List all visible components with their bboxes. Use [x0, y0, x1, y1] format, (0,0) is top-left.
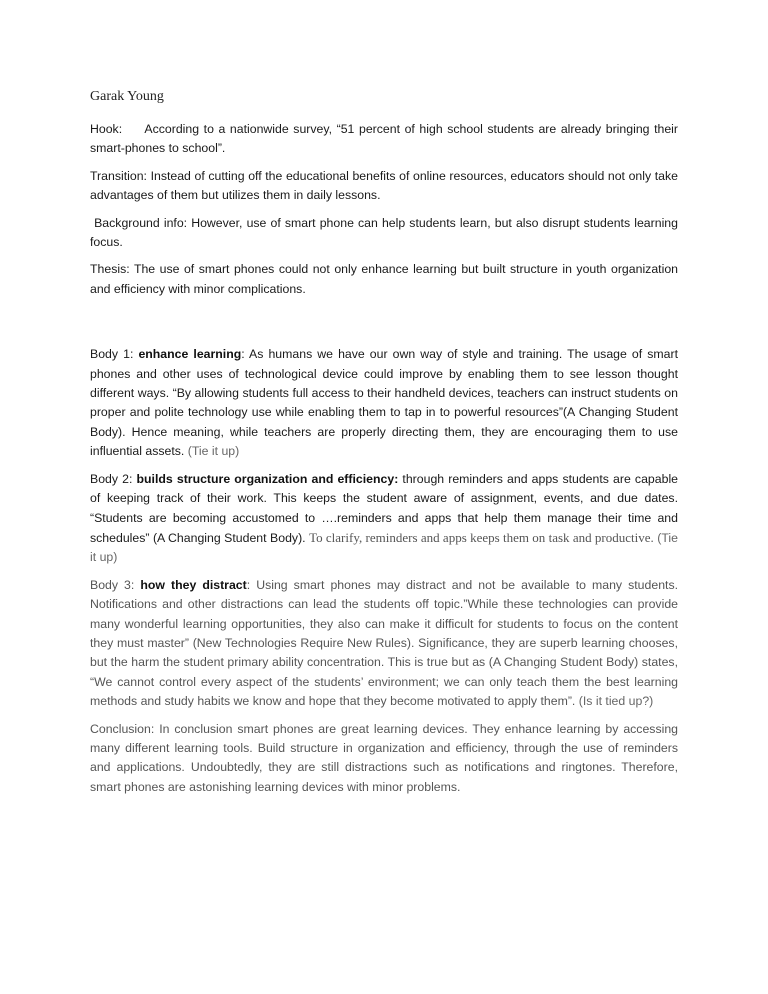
body3-text: : Using smart phones may distract and not be available to many students. Notifications and other distractions can lead the students off topic.”While these technologies can provide many wonderful learning opportunities, they also can make it difficult for students to focus on the content they must master” (New Technologies Require New Rules). Significance, they are superb learning chooses, but the harm the student primary ability concentration. This is true but as (A Changing Student Body) states, “We cannot control every aspect of the students’ environment; we can only teach them the best learning methods and study habits we know and hope that they become motivated to apply them”. — [90, 577, 679, 709]
body1-note: (Tie it up) — [187, 444, 240, 459]
body3-paragraph — [90, 576, 678, 712]
body3-label: Body 3: — [90, 577, 135, 592]
transition-text: Instead of cutting off the educational benefits of online resources, educators should not only take advantages of them but utilizes them in daily lessons. — [90, 168, 678, 203]
conclusion-text: In conclusion smart phones are great learning devices. They enhance learning by accessing many different learning tools. Build structure in organization and efficiency, through the use of reminders and applications. Undoubtedly, they are still distractions such as notifications and ringtones. Therefore, smart phones are astonishing learning devices with minor problems. — [90, 721, 679, 794]
thesis-label: Thesis: — [90, 262, 130, 277]
background-paragraph — [90, 214, 678, 253]
thesis-paragraph — [90, 260, 678, 299]
body3-note: (Is it tied up?) — [578, 694, 654, 709]
hook-label: Hook: — [90, 122, 123, 136]
hook-text: According to a nationwide survey, “51 percent of high school students are already bringing their smart-phones to school”. — [90, 122, 678, 156]
background-label: Background info: — [94, 215, 188, 230]
body1-text: : As humans we have our own way of style and training. The usage of smart phones and other uses of technological device could improve by enabling them to see lesson thought different ways. “By allowing students full access to their handheld devices, teachers can instruct students on proper and polite technology use while enabling them to tap in to powerful resources”(A Changing Student Body). Hence meaning, while teachers are properly directing them, they are encouraging them to use influential assets. — [90, 347, 678, 459]
transition-paragraph — [90, 167, 678, 206]
conclusion-label: Conclusion: — [90, 721, 155, 736]
body2-label: Body 2: — [90, 471, 133, 486]
conclusion-paragraph — [90, 720, 678, 798]
body2-text: through reminders and apps students are capable of keeping track of their work. This keeps the student aware of assignment, events, and due dates. “Students are becoming accustomed to ….reminders and apps that help them manage their time and schedules” (A Changing Student Body). — [90, 471, 679, 545]
body2-note: (Tie it up) — [90, 530, 678, 565]
body2-serif-text: To clarify, reminders and apps keeps them on task and productive. — [309, 529, 654, 545]
author-name: Garak Young — [90, 89, 164, 104]
body2-paragraph — [90, 470, 678, 568]
thesis-text: The use of smart phones could not only enhance learning but built structure in youth organization and efficiency with minor complications. — [90, 262, 678, 296]
body1-heading: enhance learning — [138, 347, 242, 362]
hook-paragraph — [90, 120, 678, 159]
body1-label: Body 1: — [90, 347, 134, 362]
body2-heading: builds structure organization and efficiency: — [136, 471, 399, 486]
body1-paragraph — [90, 345, 678, 461]
transition-label: Transition: — [90, 168, 147, 183]
document-page — [90, 88, 678, 805]
section-gap — [90, 307, 678, 345]
background-text: However, use of smart phone can help students learn, but also disrupt students learning focus. — [90, 215, 678, 250]
body3-heading: how they distract — [140, 577, 247, 592]
